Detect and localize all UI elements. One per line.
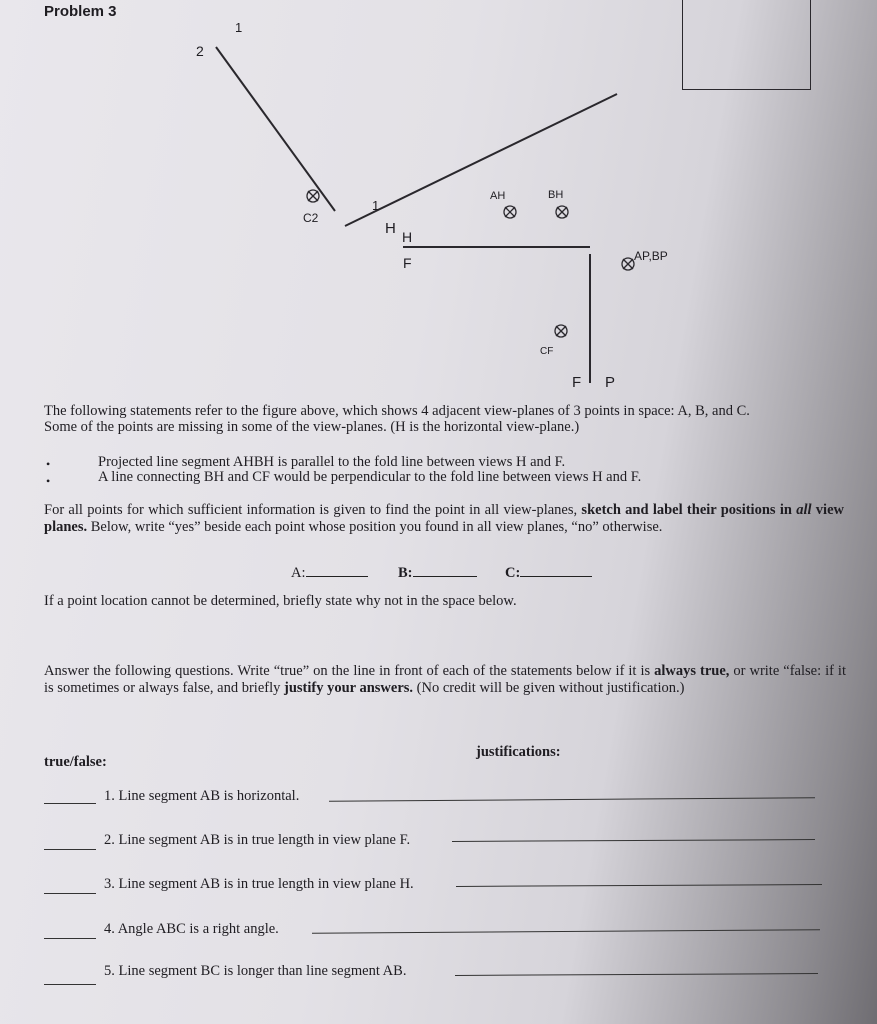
marker-apbp — [622, 258, 634, 270]
tf-instruction-bold-2: justify your answers. — [284, 680, 414, 696]
bullet-dot-1: • — [46, 457, 51, 471]
fold-label-2: 2 — [196, 43, 204, 59]
tf-instruction-part-2: or write “false: if it is sometimes or always false, and briefly — [44, 663, 846, 696]
justification-line-1[interactable] — [329, 797, 815, 801]
bullet-dot-2: • — [46, 474, 51, 488]
cannot-determine-text: If a point location cannot be determined, briefly state why not in the space below. — [44, 593, 517, 609]
fold-line-1-2 — [216, 47, 335, 211]
answer-b-label: B: — [398, 565, 413, 581]
justification-line-5[interactable] — [455, 973, 818, 976]
fold-label-h2: H — [402, 229, 413, 245]
tf-instruction-bold-1: always true, — [654, 663, 730, 679]
instruction-part-1: For all points for which sufficient information is given to find the point in all view-planes, — [44, 502, 582, 518]
point-label-apbp: AP,BP — [634, 249, 668, 263]
figure — [0, 0, 877, 400]
tf-blank-5[interactable] — [44, 984, 96, 985]
tf-instruction-part-1: Answer the following questions. Write “true” on the line in front of each of the statements below if it is — [44, 663, 655, 679]
statement-5: 5. Line segment BC is longer than line segment AB. — [104, 963, 407, 979]
point-label-cf: CF — [540, 346, 554, 357]
answer-b-blank[interactable] — [413, 576, 477, 577]
fold-label-p: P — [605, 374, 616, 391]
point-label-ah: AH — [490, 190, 506, 202]
answer-b — [398, 565, 477, 582]
intro-line-1: The following statements refer to the figure above, which shows 4 adjacent view-planes of 3 points in space: A, B, and C. — [44, 403, 750, 419]
tf-blank-1[interactable] — [44, 803, 96, 804]
tf-blank-2[interactable] — [44, 849, 96, 850]
statement-1: 1. Line segment AB is horizontal. — [104, 788, 300, 804]
marker-ah — [504, 206, 516, 218]
justification-line-3[interactable] — [456, 884, 822, 887]
tf-instruction — [44, 663, 846, 697]
instruction — [44, 502, 844, 536]
instruction-part-2: Below, write “yes” beside each point whose position you found in all view planes, “no” otherwise. — [87, 519, 663, 535]
bullet-2: A line connecting BH and CF would be perpendicular to the fold line between views H and F. — [98, 469, 642, 485]
tf-header: true/false: — [44, 754, 107, 770]
marker-bh — [556, 206, 568, 218]
tf-blank-3[interactable] — [44, 893, 96, 894]
justification-line-4[interactable] — [312, 929, 820, 934]
fold-label-1a: 1 — [235, 20, 243, 35]
intro-line-2: Some of the points are missing in some of the view-planes. (H is the horizontal view-plane.) — [44, 419, 580, 435]
answer-c-blank[interactable] — [520, 576, 592, 577]
statement-4: 4. Angle ABC is a right angle. — [104, 921, 279, 937]
answer-a — [291, 565, 368, 582]
point-label-bh: BH — [548, 189, 564, 201]
justification-line-2[interactable] — [452, 839, 815, 842]
marker-c2 — [307, 190, 319, 202]
answer-c — [505, 565, 592, 582]
marker-cf — [555, 325, 567, 337]
fold-line-1-h — [345, 94, 617, 226]
instruction-bold-1: sketch and label their positions in — [581, 502, 797, 518]
justifications-header: justifications: — [476, 744, 561, 760]
fold-label-1b: 1 — [372, 198, 380, 213]
answer-a-label: A: — [291, 565, 306, 581]
statement-2: 2. Line segment AB is in true length in view plane F. — [104, 832, 411, 848]
bullet-1: Projected line segment AHBH is parallel to the fold line between views H and F. — [98, 454, 566, 470]
problem-title: Problem 3 — [44, 3, 117, 20]
instruction-bold-2: view planes. — [44, 502, 844, 535]
tf-instruction-part-3: (No credit will be given without justification.) — [413, 680, 685, 696]
fold-label-f1: F — [403, 255, 412, 271]
point-label-c2: C2 — [303, 211, 319, 225]
fold-label-h1: H — [385, 220, 396, 237]
fold-label-f2: F — [572, 374, 582, 391]
instruction-bold-italic: all — [796, 502, 812, 518]
answer-c-label: C: — [505, 565, 521, 581]
tf-blank-4[interactable] — [44, 938, 96, 939]
answer-a-blank[interactable] — [306, 576, 368, 577]
statement-3: 3. Line segment AB is in true length in view plane H. — [104, 876, 414, 892]
